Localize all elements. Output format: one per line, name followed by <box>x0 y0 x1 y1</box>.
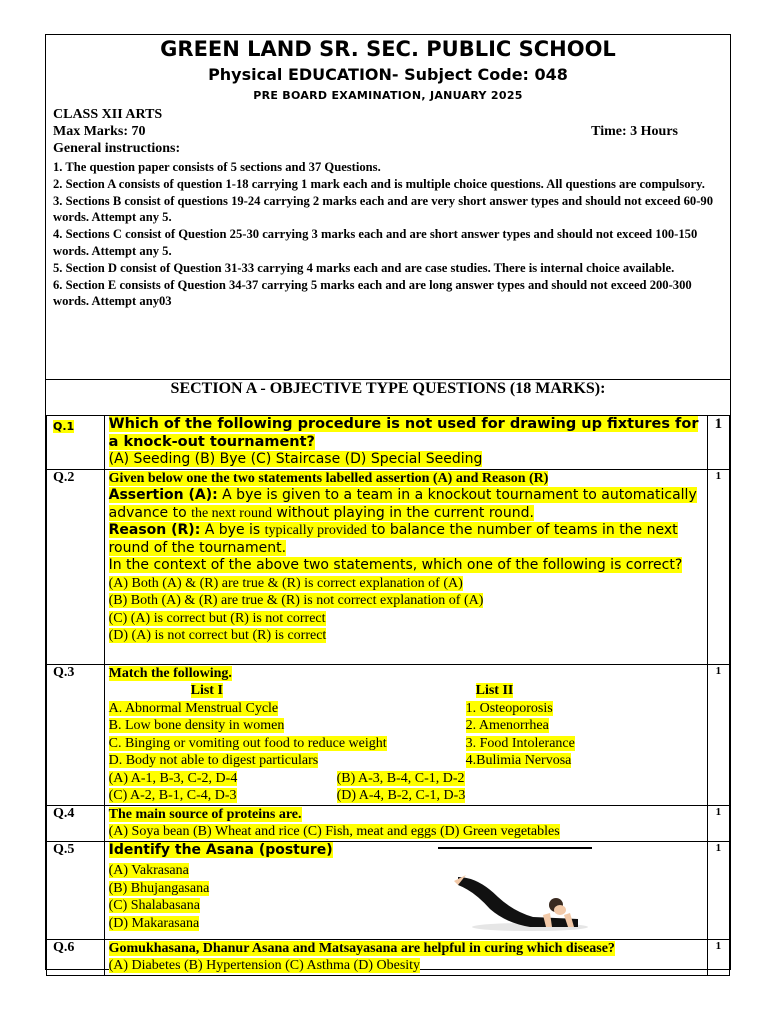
question-row <box>47 416 730 470</box>
subject-title: Physical EDUCATION- Subject Code: 048 <box>208 65 568 84</box>
match-row: C. Binging or vomiting out food to reduce weight 3. Food Intolerance <box>108 735 575 751</box>
question-body <box>104 469 707 664</box>
option-d: (D) (A) is not correct but (R) is correct <box>108 628 327 643</box>
class-label: CLASS XII ARTS <box>53 107 163 122</box>
marks: 1 <box>707 841 729 939</box>
question-number: Q.4 <box>47 805 105 841</box>
section-title: SECTION A - OBJECTIVE TYPE QUESTIONS (18 MARKS): <box>170 380 606 397</box>
asana-photo <box>438 847 592 939</box>
match-row: D. Body not able to digest particulars 4.Bulimia Nervosa <box>108 753 572 768</box>
question-options: (A) Diabetes (B) Hypertension (C) Asthma (D) Obesity <box>108 958 421 973</box>
question-text: Which of the following procedure is not used for drawing up fixtures for a knock-out tournament? <box>108 416 699 450</box>
options-row: (C) A-2, B-1, C-4, D-3 (D) A-4, B-2, C-1, D-3 <box>108 788 466 803</box>
assertion: Assertion (A): A bye is given to a team in a knockout tournament to automatically advance to the next round without playing in the current round. <box>108 487 697 521</box>
question-number: Q.3 <box>47 664 105 805</box>
instruction-item: 5. Section D consist of Question 31-33 carrying 4 marks each and are case studies. There is internal choice available. <box>53 260 675 275</box>
question-body <box>104 664 707 805</box>
reason: Reason (R): A bye is typically provided to balance the number of teams in the next round of the tournament. <box>108 522 678 556</box>
instruction-item: 6. Section E consists of Question 34-37 carrying 5 marks each and are long answer types and should not exceed 200-300 words. Attempt any03 <box>53 277 692 309</box>
question-title: Identify the Asana (posture) <box>108 841 333 858</box>
question-number: Q.1 <box>47 416 105 470</box>
question-body <box>104 841 707 939</box>
questions-table <box>46 415 730 976</box>
list-2-heading: List II <box>475 683 514 698</box>
question-row <box>47 469 730 664</box>
list-1-heading: List I <box>190 683 223 698</box>
question-title: The main source of proteins are. <box>108 806 302 822</box>
question-paper <box>45 34 731 973</box>
match-row: A. Abnormal Menstrual Cycle 1. Osteoporosis <box>108 700 553 716</box>
instruction-item: 2. Section A consists of question 1-18 carrying 1 mark each and is multiple choice questions. All questions are compulsory. <box>53 176 705 191</box>
max-marks: Max Marks: 70 <box>53 124 146 139</box>
question-row <box>47 841 730 939</box>
question-row <box>47 939 730 975</box>
marks: 1 <box>707 939 729 975</box>
question-intro: Given below one the two statements labelled assertion (A) and Reason (R) <box>108 470 549 486</box>
instruction-item: 3. Sections B consist of questions 19-24 carrying 2 marks each and are very short answer types and should not exceed 60-90 words. Attempt any 5. <box>53 193 714 225</box>
option-a: (A) Both (A) & (R) are true & (R) is correct explanation of (A) <box>108 575 463 591</box>
question-options: (A) Seeding (B) Bye (C) Staircase (D) Special Seeding <box>108 451 483 467</box>
question-title: Match the following. <box>108 665 232 681</box>
marks: 1 <box>707 416 729 470</box>
match-row: B. Low bone density in women 2. Amenorrhea <box>108 718 549 733</box>
school-name: GREEN LAND SR. SEC. PUBLIC SCHOOL <box>160 37 616 61</box>
option-b: (B) Both (A) & (R) are true & (R) is not correct explanation of (A) <box>108 593 484 608</box>
marks: 1 <box>707 805 729 841</box>
options-row: (A) A-1, B-3, C-2, D-4 (B) A-3, B-4, C-1, D-2 <box>108 770 465 786</box>
question-row <box>47 664 730 805</box>
exam-title: PRE BOARD EXAMINATION, JANUARY 2025 <box>253 89 523 102</box>
question-context: In the context of the above two statements, which one of the following is correct? <box>108 557 683 573</box>
question-number: Q.2 <box>47 469 105 664</box>
question-title: Gomukhasana, Dhanur Asana and Matsayasana are helpful in curing which disease? <box>108 940 615 956</box>
question-options: (A) Soya bean (B) Wheat and rice (C) Fish, meat and eggs (D) Green vegetables <box>108 824 560 839</box>
time-allowed: Time: 3 Hours <box>591 124 678 139</box>
question-number: Q.6 <box>47 939 105 975</box>
question-number: Q.5 <box>47 841 105 939</box>
question-row <box>47 805 730 841</box>
question-body <box>104 939 707 975</box>
instruction-item: 4. Sections C consist of Question 25-30 carrying 3 marks each and are short answer types and should not exceed 100-150 words. Attempt any 5. <box>53 227 698 258</box>
marks: 1 <box>707 664 729 805</box>
instruction-item: 1. The question paper consists of 5 sections and 37 Questions. <box>53 160 381 174</box>
question-body <box>104 416 707 470</box>
match-header <box>109 682 707 700</box>
options-list: (A) Vakrasana (B) Bhujangasana (C) Shalabasana (D) Makarasana <box>108 863 210 931</box>
instructions-list <box>53 159 723 310</box>
marks: 1 <box>707 469 729 664</box>
option-c: (C) (A) is correct but (R) is not correct <box>108 610 326 626</box>
general-instructions-heading: General instructions: <box>53 141 181 156</box>
question-body <box>104 805 707 841</box>
